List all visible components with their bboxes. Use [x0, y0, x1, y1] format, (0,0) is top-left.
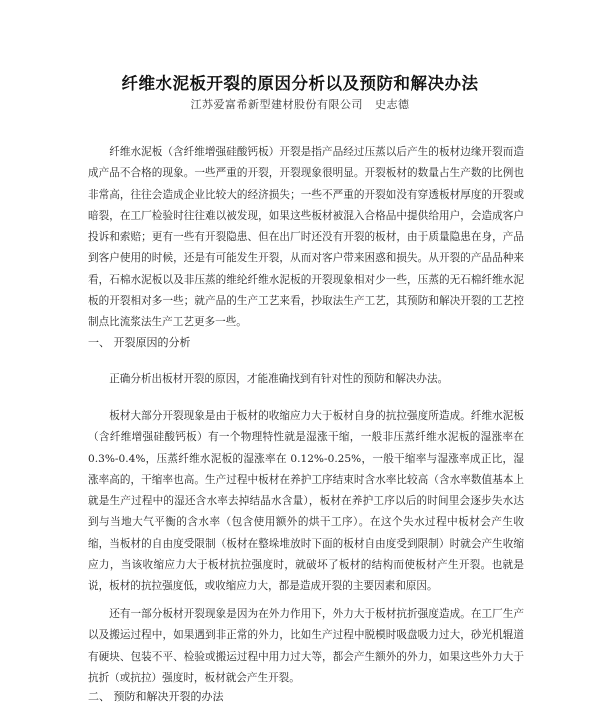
section-heading-2: 二、 预防和解决开裂的办法: [88, 690, 224, 703]
paragraph-shrinkage-cause: 板材大部分开裂现象是由于板材的收缩应力大于板材自身的抗拉强度所造成。纤维水泥板（含纤维增强硅酸钙板）有一个物理特性就是湿涨干缩，一般非压蒸纤维水泥板的湿涨率在 0.3%-0.4%，压蒸纤维水泥板的湿涨率在 0.12%-0.25%，一般干缩率与湿涨率成正比，湿涨率高的，干缩率也高。生产过程中板材在养护工序结束时含水率比较高（含水率数值基本上就是生产过程中的湿还含水率去掉结晶水含量），板材在养护工序以后的时间里会逐步失水达到与当地大气平衡的含水率（包含使用额外的烘干工序）。在这个失水过程中板材会产生收缩，当板材的自由度受限制（板材在整垛堆放时下面的板材自由度受到限制）时就会产生收缩应力，当该收缩应力大于板材抗拉强度时，就破坏了板材的结构而使板材产生开裂。也就是说，板材的抗拉强度低，或收缩应力大，都是造成开裂的主要因素和原因。: [88, 410, 524, 593]
paragraph-analysis-intro: 正确分析出板材开裂的原因，才能准确找到有针对性的预防和解决办法。: [109, 373, 449, 385]
paragraph-external-force-cause: 还有一部分板材开裂现象是因为在外力作用下，外力大于板材抗折强度造成。在工厂生产以及搬运过程中，如果遇到非正常的外力，比如生产过程中脱模时吸盘吸力过大，砂光机辊道有硬块、包装不平、检验或搬运过程中用力过大等，都会产生额外的外力，如果这些外力大于抗折（或抗拉）强度时，板材就会产生开裂。: [88, 608, 524, 684]
section-heading-1: 一、 开裂原因的分析: [88, 336, 191, 349]
author-company: 江苏爱富希新型建材股份有限公司: [190, 98, 363, 111]
author-name: 史志德: [375, 98, 410, 111]
document-title: 纤维水泥板开裂的原因分析以及预防和解决办法: [121, 74, 479, 93]
intro-paragraph: 纤维水泥板（含纤维增强硅酸钙板）开裂是指产品经过压蒸以后产生的板材边缘开裂而造成产品不合格的现象。一些严重的开裂，开裂现象很明显。开裂板材的数量占生产数的比例也非常高，往往会造成企业比较大的经济损失；一些不严重的开裂如没有穿透板材厚度的开裂或暗裂，在工厂检验时往往难以被发现，如果这些板材被混入合格品中提供给用户，会造成客户投诉和索赔；更有一些有开裂隐患、但在出厂时还没有开裂的板材，由于质量隐患在身，产品到客户使用的时候，还是有可能发生开裂，从而对客户带来困惑和损失。从开裂的产品品种来看，石棉水泥板以及非压蒸的维纶纤维水泥板的开裂现象相对少一些，压蒸的无石棉纤维水泥板的开裂相对多一些；就产品的生产工艺来看，抄取法生产工艺，其预防和解决开裂的工艺控制点比流浆法生产工艺更多一些。: [88, 146, 524, 329]
author-line: [0, 96, 600, 112]
